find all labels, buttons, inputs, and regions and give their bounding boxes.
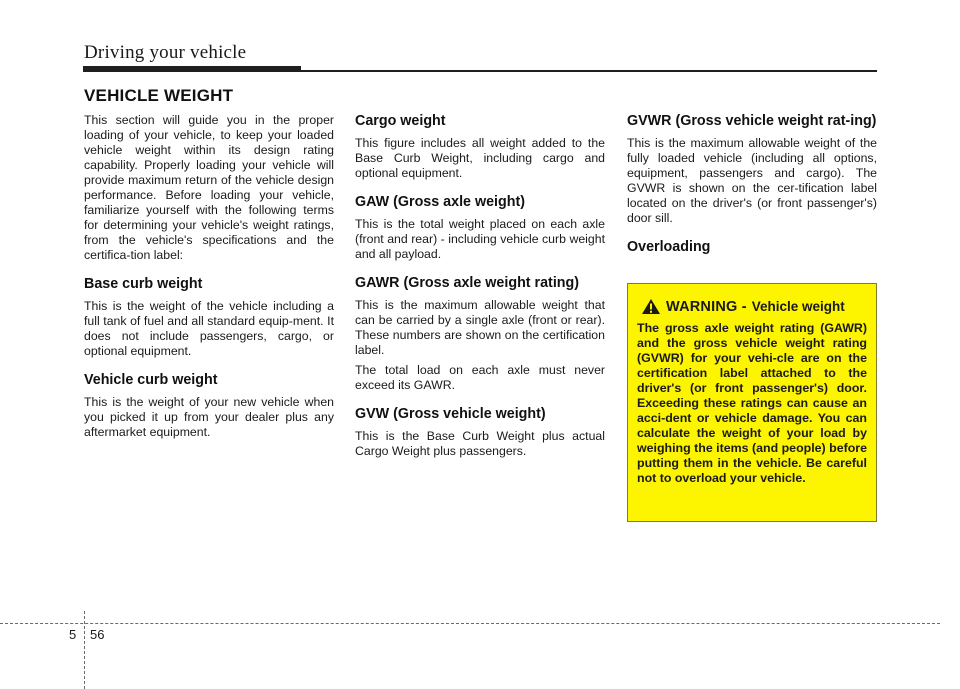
gawr-text: This is the maximum allowable weight that can be carried by a single axle (front or rear). These numbers are shown on the certification label.: [355, 298, 605, 357]
column-3: [627, 113, 877, 262]
warning-box: [627, 283, 877, 522]
gawr-note: The total load on each axle must never exceed its GAWR.: [355, 363, 605, 392]
gaw-text: This is the total weight placed on each axle (front and rear) - including vehicle curb weight and all payload.: [355, 217, 605, 261]
heading-vehicle-curb-weight: Vehicle curb weight: [84, 372, 218, 388]
intro-paragraph: This section will guide you in the proper loading of your vehicle, to keep your loaded vehicle weight within its design rating capability. Properly loading your vehicle will provide maximum return of the vehicle design performance. Before loading your vehicle, familiarize yourself with the following terms for determining your vehicle's weight ratings, from the vehicle's specifications and the certifica-tion label:: [84, 113, 334, 262]
warning-text: The gross axle weight rating (GAWR) and the gross vehicle weight rating (GVWR) for your vehi-cle are on the certification label attached to the driver's (or front passenger's) door. Exceeding these ratings can cause an acci-dent or vehicle damage. You can calculate the weight of your load by weighing the items (and people) before putting them in the vehicle. Be careful not to overload your vehicle.: [637, 321, 867, 485]
vehicle-curb-weight-text: This is the weight of your new vehicle when you picked it up from your dealer plus any aftermarket equipment.: [84, 395, 334, 439]
heading-cargo-weight: Cargo weight: [355, 113, 446, 129]
column-1: [84, 113, 334, 445]
column-2: [355, 113, 605, 464]
heading-gvwr: GVWR (Gross vehicle weight rat-ing): [627, 113, 877, 129]
warning-subject: Vehicle weight: [751, 299, 845, 314]
cargo-weight-text: This figure includes all weight added to the Base Curb Weight, including cargo and optional equipment.: [355, 136, 605, 180]
chapter-number: 5: [69, 627, 77, 642]
heading-overloading: Overloading: [627, 239, 711, 255]
warning-triangle-icon: [641, 298, 661, 315]
base-curb-weight-text: This is the weight of the vehicle including a full tank of fuel and all standard equip-ment. It does not include passengers, cargo, or optional equipment.: [84, 299, 334, 358]
heading-gaw: GAW (Gross axle weight): [355, 194, 526, 210]
page-number: 56: [90, 627, 105, 642]
heading-gvw: GVW (Gross vehicle weight): [355, 406, 546, 422]
section-title: VEHICLE WEIGHT: [84, 86, 234, 105]
gvwr-text: This is the maximum allowable weight of the fully loaded vehicle (including all options, equipment, passengers and cargo). The GVWR is shown on the cer-tification label located on the driver's (or front passenger's) door sill.: [627, 136, 877, 225]
header-rule: [301, 70, 877, 72]
warning-label: WARNING -: [666, 298, 747, 315]
heading-gawr: GAWR (Gross axle weight rating): [355, 275, 580, 291]
footer-divider: [84, 611, 85, 689]
heading-base-curb-weight: Base curb weight: [84, 276, 203, 292]
chapter-header-title: Driving your vehicle: [84, 42, 247, 63]
footer-rule: [0, 623, 940, 624]
gvw-text: This is the Base Curb Weight plus actual Cargo Weight plus passengers.: [355, 429, 605, 458]
warning-header: [637, 298, 867, 315]
header-bar: [83, 66, 301, 72]
